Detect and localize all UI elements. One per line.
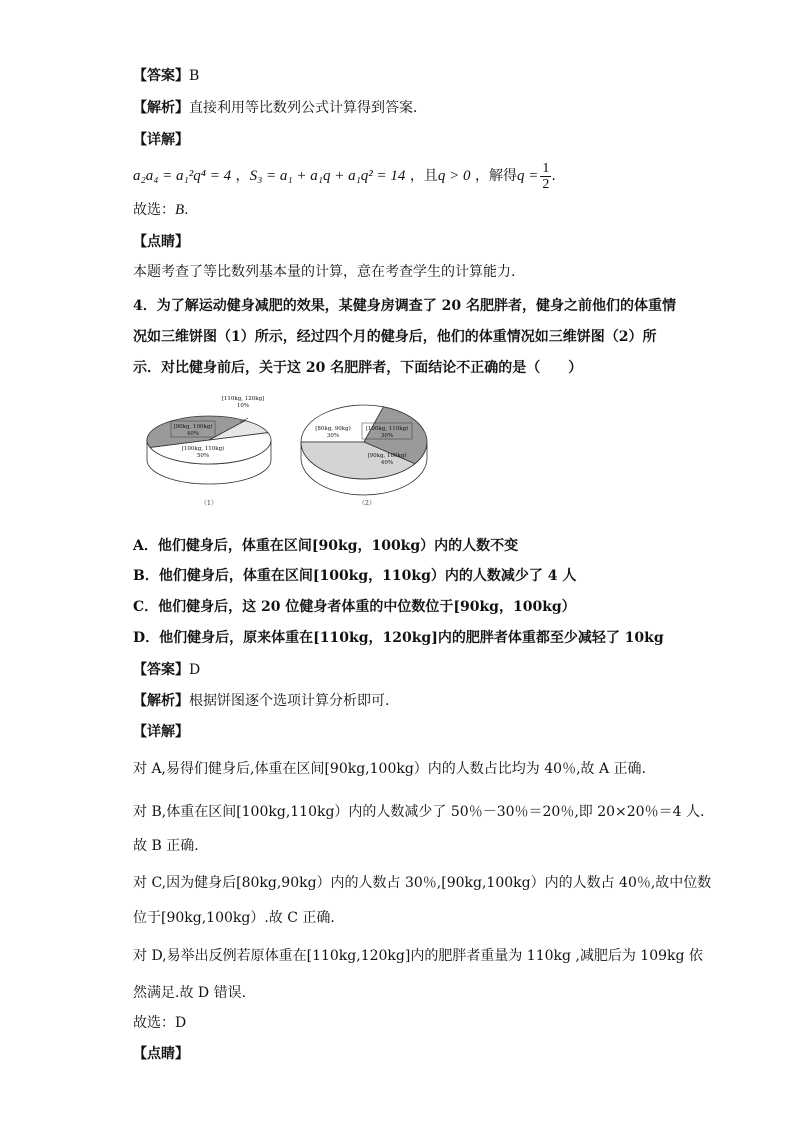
separator: ， [231,168,250,184]
detail-c-line-1: 对 C,因为健身后[80kg,90kg）内的人数占 30％,[90kg,100kg）内的人数占 40％,故中位数 [133,875,712,891]
q4-answer [133,660,200,680]
detail-tag: 【详解】 [133,724,189,740]
formula-a: a₂a₄ = a₁²q⁴ = 4 [133,168,232,184]
q3-answer [133,66,199,86]
slice-label: [90kg, 100kg) 40% [367,453,407,466]
period: . [551,168,556,184]
q3-comment: 本题考查了等比数列基本量的计算，意在考查学生的计算能力. [133,264,516,280]
option-a: A．他们健身后，体重在区间[90kg，100kg）内的人数不变 [133,538,519,554]
detail-d-line-2: 然满足.故 D 错误. [133,985,247,1001]
option-d: D．他们健身后，原来体重在[110kg，120kg]内的肥胖者体重都至少减轻了 10kg [133,630,664,646]
q3-detail-tag [133,130,189,150]
detail-b-line-2: 故 B 正确. [133,838,199,854]
slice-label: [90kg, 100kg) 40% [173,424,213,437]
q4-analysis [133,691,389,711]
q4-stem-line-3: 示．对比健身前后，关于这 20 名肥胖者，下面结论不正确的是（ ） [133,360,583,376]
analysis-tag: 【解析】 [133,100,189,116]
separator: ，解得 [470,168,517,184]
formula-d: q = [516,168,539,184]
answer-tag: 【答案】 [133,68,189,84]
choice-end: . [184,202,189,218]
formula-b: S₃ = a₁ + a₁q + a₁q² = 14 [249,168,406,184]
option-c: C．他们健身后，这 20 位健身者体重的中位数位于[90kg，100kg） [133,599,576,615]
analysis-tag: 【解析】 [133,693,189,709]
q4-stem-line-2: 况如三维饼图（1）所示，经过四个月的健身后，他们的体重情况如三维饼图（2）所 [133,329,657,345]
option-b: B．他们健身后，体重在区间[100kg，110kg）内的人数减少了 4 人 [133,568,577,584]
answer-value: D [189,662,201,678]
detail-a: 对 A,易得们健身后,体重在区间[90kg,100kg）内的人数占比均为 40％,故 A 正确. [133,761,646,777]
fraction [540,161,551,192]
comment-tag: 【点睛】 [133,234,189,250]
fraction-numerator: 1 [542,160,550,176]
comment-tag: 【点睛】 [133,1046,189,1062]
q3-comment-tag [133,232,189,252]
detail-d-line-1: 对 D,易举出反例若原体重在[110kg,120kg]内的肥胖者重量为 110kg ,减肥后为 109kg 依 [133,948,703,964]
q4-stem-line-1: 4．为了解运动健身减肥的效果，某健身房调查了 20 名肥胖者，健身之前他们的体重情 [133,298,676,314]
fraction-denominator: 2 [542,176,550,192]
answer-value: B [189,68,200,84]
slice-label: [100kg, 110kg) 30% [365,426,409,439]
answer-tag: 【答案】 [133,662,189,678]
detail-b-line-1: 对 B,体重在区间[100kg,110kg）内的人数减少了 50％－30％＝20％,即 20×20％＝4 人. [133,804,705,820]
separator: ，且 [405,168,438,184]
slice-label: [80kg, 90kg) 30% [315,426,351,439]
slice-label: [100kg, 110kg) 50% [181,446,225,459]
pie-chart-1 [147,396,271,507]
q4-choice: 故选：D [133,1015,187,1031]
analysis-text: 直接利用等比数列公式计算得到答案. [189,100,418,116]
q3-analysis [133,98,417,118]
pie-caption: （2） [358,499,376,507]
choice-value: B [175,202,185,218]
detail-c-line-2: 位于[90kg,100kg）.故 C 正确. [133,910,335,926]
pie-chart-2 [301,405,427,507]
q4-detail-tag [133,722,189,742]
choice-prefix: 故选： [133,202,175,218]
slice-label: [110kg, 120kg] 10% [221,396,265,409]
pie-charts-figure [145,392,445,518]
q4-comment-tag [133,1044,189,1064]
q3-formula-line [133,158,556,194]
pie-caption: （1） [200,499,218,507]
q3-choice [133,200,189,220]
detail-tag: 【详解】 [133,132,189,148]
formula-c: q > 0 [437,168,471,184]
analysis-text: 根据饼图逐个选项计算分析即可. [189,693,390,709]
